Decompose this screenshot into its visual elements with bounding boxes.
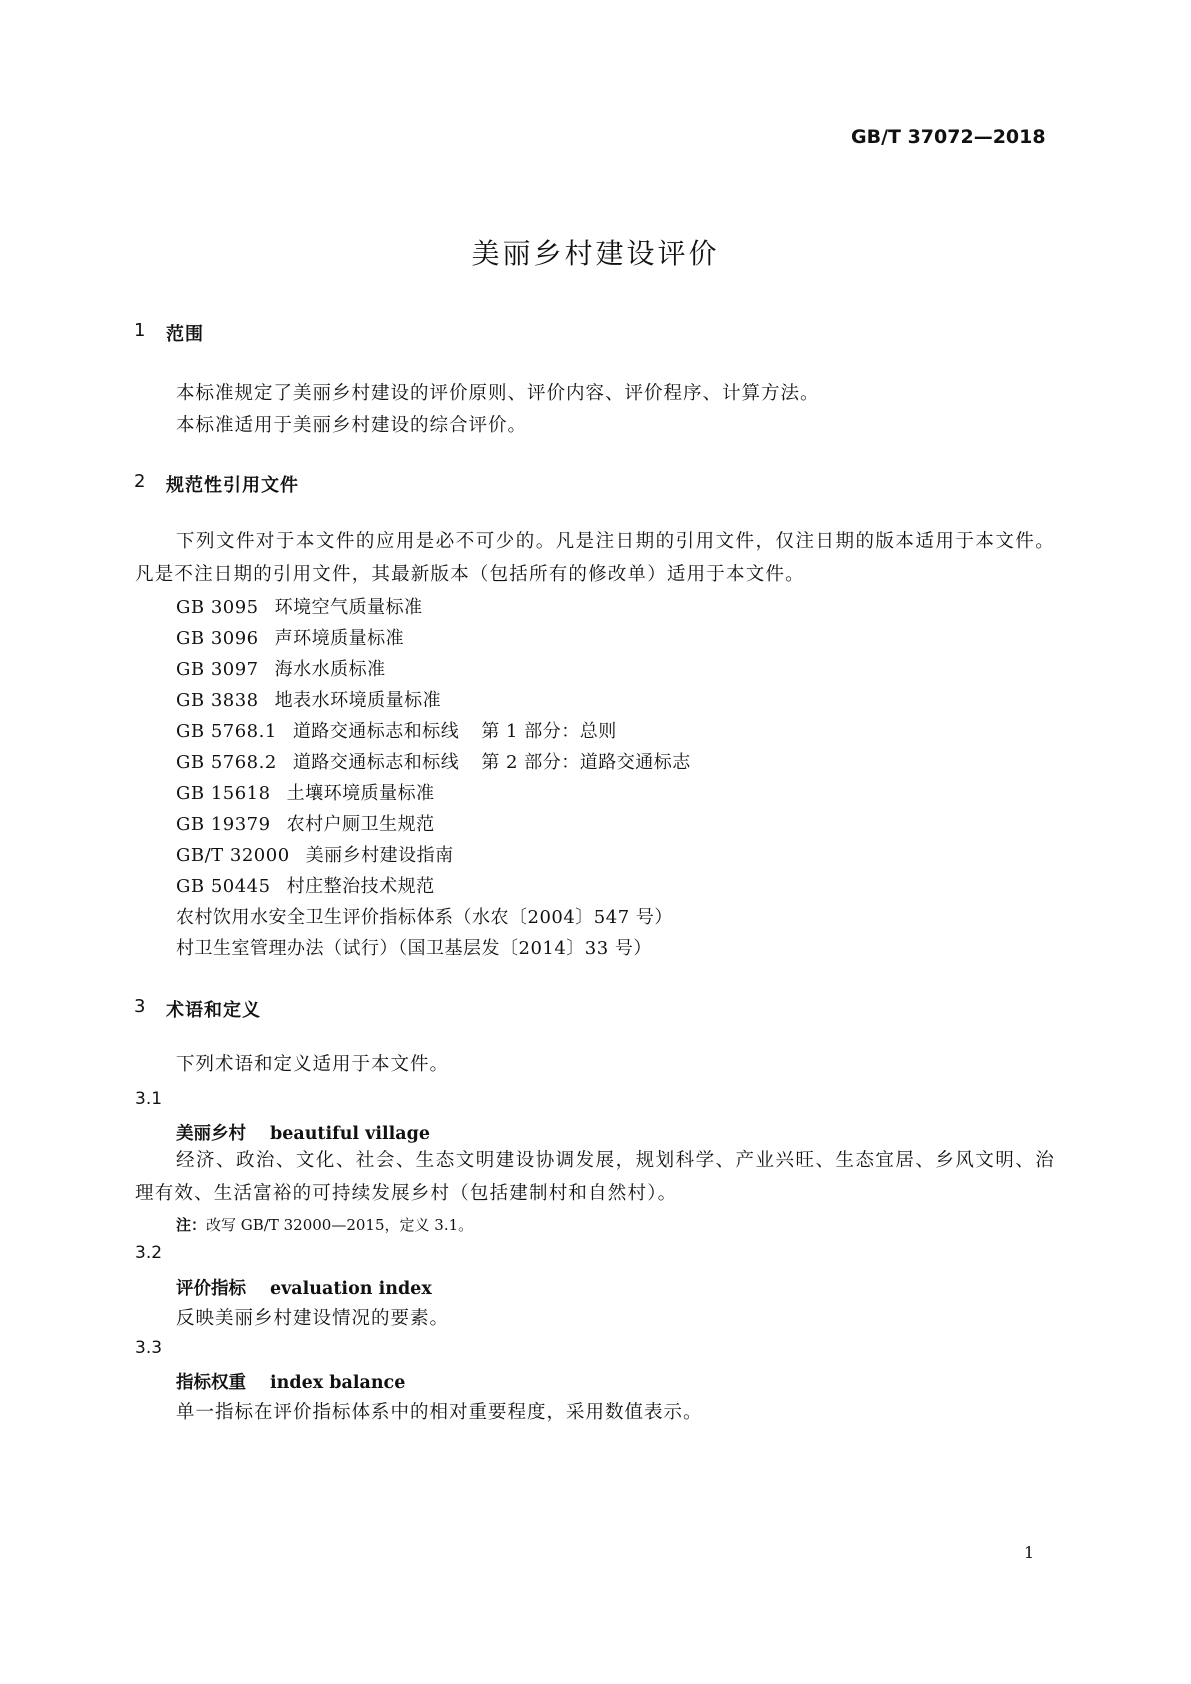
reference-item <box>176 841 454 867</box>
reference-item <box>176 655 386 681</box>
section-3-intro: 下列术语和定义适用于本文件。 <box>176 1054 450 1075</box>
section-1-number: 1 <box>134 320 146 341</box>
standard-number: GB/T 37072—2018 <box>851 126 1046 148</box>
clause-number: 3.3 <box>135 1338 163 1358</box>
reference-item <box>176 779 435 805</box>
term-en: beautiful village <box>270 1124 430 1144</box>
reference-code: GB 3096 <box>176 628 259 649</box>
clause-number: 3.2 <box>135 1243 163 1263</box>
section-2-intro: 下列文件对于本文件的应用是必不可少的。凡是注日期的引用文件，仅注日期的版本适用于本文件。凡是不注日期的引用文件，其最新版本（包括所有的修改单）适用于本文件。 <box>135 531 1055 585</box>
reference-subtitle: 第 2 部分：道路交通标志 <box>481 752 691 773</box>
reference-item <box>176 593 423 619</box>
reference-code: GB 3838 <box>176 690 259 711</box>
term-zh: 美丽乡村 <box>176 1124 246 1144</box>
reference-item <box>176 872 435 898</box>
reference-code: GB 3095 <box>176 597 259 618</box>
reference-code: GB 50445 <box>176 876 271 897</box>
reference-title: 环境空气质量标准 <box>274 597 423 618</box>
reference-item <box>176 624 404 650</box>
reference-title: 村庄整治技术规范 <box>286 876 435 897</box>
reference-code: GB/T 32000 <box>176 845 290 866</box>
reference-title: 道路交通标志和标线 <box>292 721 460 742</box>
clause-number: 3.1 <box>135 1089 163 1109</box>
reference-title: 土壤环境质量标准 <box>286 783 435 804</box>
reference-title: 农村户厕卫生规范 <box>286 814 435 835</box>
section-1-heading: 范围 <box>166 324 204 345</box>
reference-code: GB 19379 <box>176 814 271 835</box>
reference-item <box>176 810 435 836</box>
term-zh: 评价指标 <box>176 1279 246 1299</box>
term-note <box>176 1214 473 1235</box>
term-heading <box>176 1369 405 1394</box>
reference-item <box>176 717 617 743</box>
reference-code: GB 3097 <box>176 659 259 680</box>
term-en: index balance <box>270 1373 406 1393</box>
reference-code: GB 5768.2 <box>176 752 277 773</box>
reference-title: 道路交通标志和标线 <box>292 752 460 773</box>
reference-subtitle: 第 1 部分：总则 <box>481 721 617 742</box>
section-2-number: 2 <box>134 471 146 492</box>
term-zh: 指标权重 <box>176 1373 246 1393</box>
section-3-heading: 术语和定义 <box>166 1000 261 1021</box>
reference-code: GB 15618 <box>176 783 271 804</box>
term-heading <box>176 1275 432 1300</box>
note-text: 改写 GB/T 32000—2015，定义 3.1。 <box>206 1216 474 1234</box>
term-definition: 反映美丽乡村建设情况的要素。 <box>176 1308 450 1329</box>
page-number: 1 <box>1024 1543 1035 1562</box>
term-definition: 单一指标在评价指标体系中的相对重要程度，采用数值表示。 <box>176 1402 703 1423</box>
term-heading <box>176 1120 430 1145</box>
reference-title: 美丽乡村建设指南 <box>305 845 454 866</box>
term-en: evaluation index <box>270 1279 432 1299</box>
reference-title: 地表水环境质量标准 <box>274 690 442 711</box>
reference-title: 声环境质量标准 <box>274 628 405 649</box>
reference-item: 农村饮用水安全卫生评价指标体系（水农〔2004〕547 号） <box>176 907 673 928</box>
reference-code: GB 5768.1 <box>176 721 277 742</box>
reference-item <box>176 748 691 774</box>
section-1-paragraph: 本标准规定了美丽乡村建设的评价原则、评价内容、评价程序、计算方法。 <box>176 383 820 404</box>
section-1-paragraph: 本标准适用于美丽乡村建设的综合评价。 <box>176 415 528 436</box>
reference-item: 村卫生室管理办法（试行）（国卫基层发〔2014〕33 号） <box>176 938 652 959</box>
section-2-heading: 规范性引用文件 <box>166 475 299 496</box>
reference-item <box>176 686 441 712</box>
section-3-number: 3 <box>134 996 146 1017</box>
term-definition: 经济、政治、文化、社会、生态文明建设协调发展，规划科学、产业兴旺、生态宜居、乡风文明、治理有效、生活富裕的可持续发展乡村（包括建制村和自然村）。 <box>135 1150 1055 1204</box>
reference-title: 海水水质标准 <box>274 659 386 680</box>
document-title: 美丽乡村建设评价 <box>471 237 720 270</box>
note-label: 注： <box>176 1216 207 1234</box>
